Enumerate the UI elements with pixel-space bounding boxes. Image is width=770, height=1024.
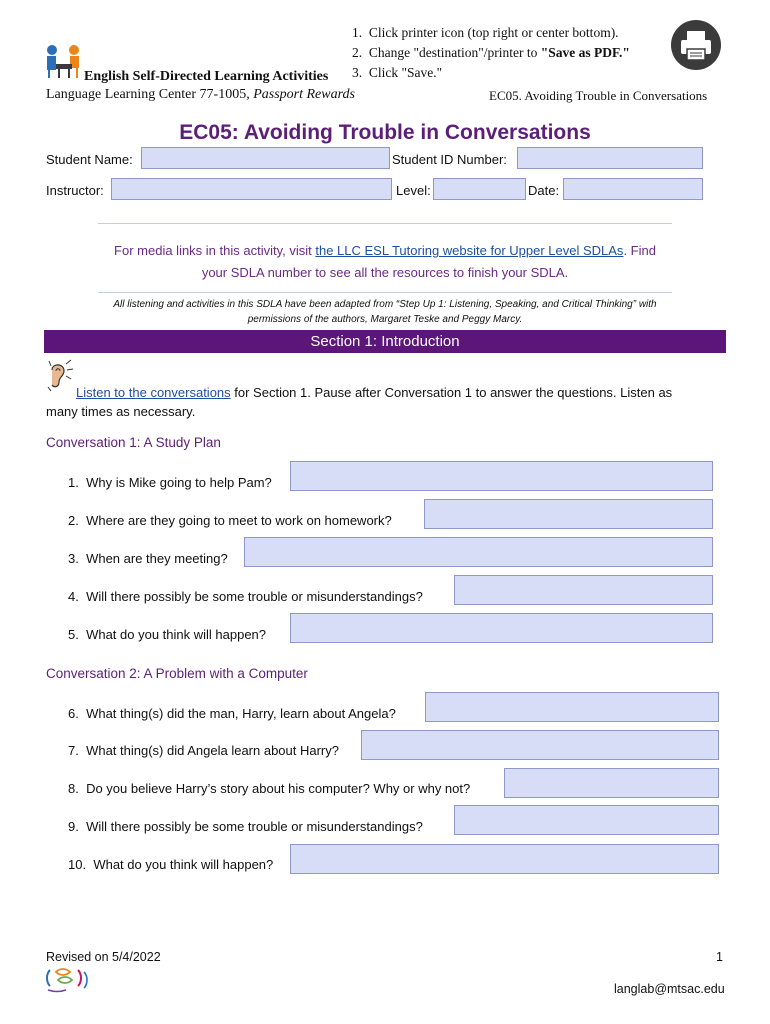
- listen-conversations-link[interactable]: Listen to the conversations: [76, 385, 231, 400]
- instruction-2: 2. Change "destination"/printer to "Save as PDF.": [352, 45, 630, 60]
- answer-field-2[interactable]: [424, 499, 713, 529]
- instructor-label: Instructor:: [46, 183, 104, 198]
- section-1-heading: Section 1: Introduction: [310, 333, 460, 350]
- question-2-label: 2. Where are they going to meet to work on homework?: [68, 513, 392, 528]
- question-8-label: 8. Do you believe Harry’s story about his computer? Why or why not?: [68, 781, 471, 796]
- listen-paragraph: Listen to the conversations for Section 1. Pause after Conversation 1 to answer the questions. Listen as many times as necessary.: [46, 385, 673, 419]
- sdla-website-link[interactable]: the LLC ESL Tutoring website for Upper Level SDLAs: [315, 243, 624, 258]
- student-name-label: Student Name:: [46, 152, 133, 167]
- answer-field-1[interactable]: [290, 461, 713, 491]
- answer-field-3[interactable]: [244, 537, 713, 567]
- question-7-label: 7. What thing(s) did Angela learn about Harry?: [68, 743, 339, 758]
- answer-field-5[interactable]: [290, 613, 713, 643]
- adaptation-note: All listening and activities in this SDLA have been adapted from “Step Up 1: Listening, Speaking, and Critical Thinking” with permissions of the authors, Margaret Teske and Peggy Marcy.: [113, 299, 657, 325]
- answer-field-9[interactable]: [454, 805, 719, 835]
- series-title: English Self-Directed Learning Activities: [84, 69, 329, 84]
- divider: [98, 223, 672, 224]
- level-label: Level:: [396, 183, 431, 198]
- page-number: 1: [716, 950, 723, 964]
- question-4-label: 4. Will there possibly be some trouble or misunderstandings?: [68, 589, 423, 604]
- answer-field-6[interactable]: [425, 692, 719, 722]
- printer-icon[interactable]: [671, 20, 721, 70]
- student-id-field[interactable]: [517, 147, 703, 169]
- question-10-label: 10. What do you think will happen?: [68, 857, 274, 872]
- question-5-label: 5. What do you think will happen?: [68, 627, 267, 642]
- student-id-label: Student ID Number:: [392, 152, 507, 167]
- students-logo-icon: [44, 44, 84, 80]
- answer-field-10[interactable]: [290, 844, 719, 874]
- answer-field-8[interactable]: [504, 768, 719, 798]
- revised-date: Revised on 5/4/2022: [46, 950, 161, 964]
- date-field[interactable]: [563, 178, 703, 200]
- doc-code-title: EC05. Avoiding Trouble in Conversations: [489, 88, 708, 103]
- instruction-3: 3. Click "Save.": [352, 65, 443, 80]
- question-3-label: 3. When are they meeting?: [68, 551, 228, 566]
- print-instructions: [352, 23, 630, 83]
- student-name-field[interactable]: [141, 147, 390, 169]
- conversation-2-heading: Conversation 2: A Problem with a Computer: [46, 666, 308, 681]
- instruction-1: 1. Click printer icon (top right or center bottom).: [352, 25, 619, 40]
- contact-email: langlab@mtsac.edu: [614, 982, 725, 996]
- conversation-1-heading: Conversation 1: A Study Plan: [46, 435, 221, 450]
- speech-bubbles-logo-icon: [44, 966, 100, 994]
- divider-2: [98, 292, 672, 293]
- question-9-label: 9. Will there possibly be some trouble or misunderstandings?: [68, 819, 423, 834]
- level-field[interactable]: [433, 178, 526, 200]
- answer-field-7[interactable]: [361, 730, 719, 760]
- date-label: Date:: [528, 183, 560, 198]
- media-note: For media links in this activity, visit the LLC ESL Tutoring website for Upper Level SDLAs. Find your SDLA number to see all the resources to finish your SDLA.: [114, 243, 656, 280]
- question-1-label: 1. Why is Mike going to help Pam?: [68, 475, 272, 490]
- page-title: EC05: Avoiding Trouble in Conversations: [179, 121, 591, 144]
- center-line: Language Learning Center 77-1005, Passport Rewards: [46, 87, 355, 102]
- question-6-label: 6. What thing(s) did the man, Harry, learn about Angela?: [68, 706, 396, 721]
- answer-field-4[interactable]: [454, 575, 713, 605]
- instructor-field[interactable]: [111, 178, 392, 200]
